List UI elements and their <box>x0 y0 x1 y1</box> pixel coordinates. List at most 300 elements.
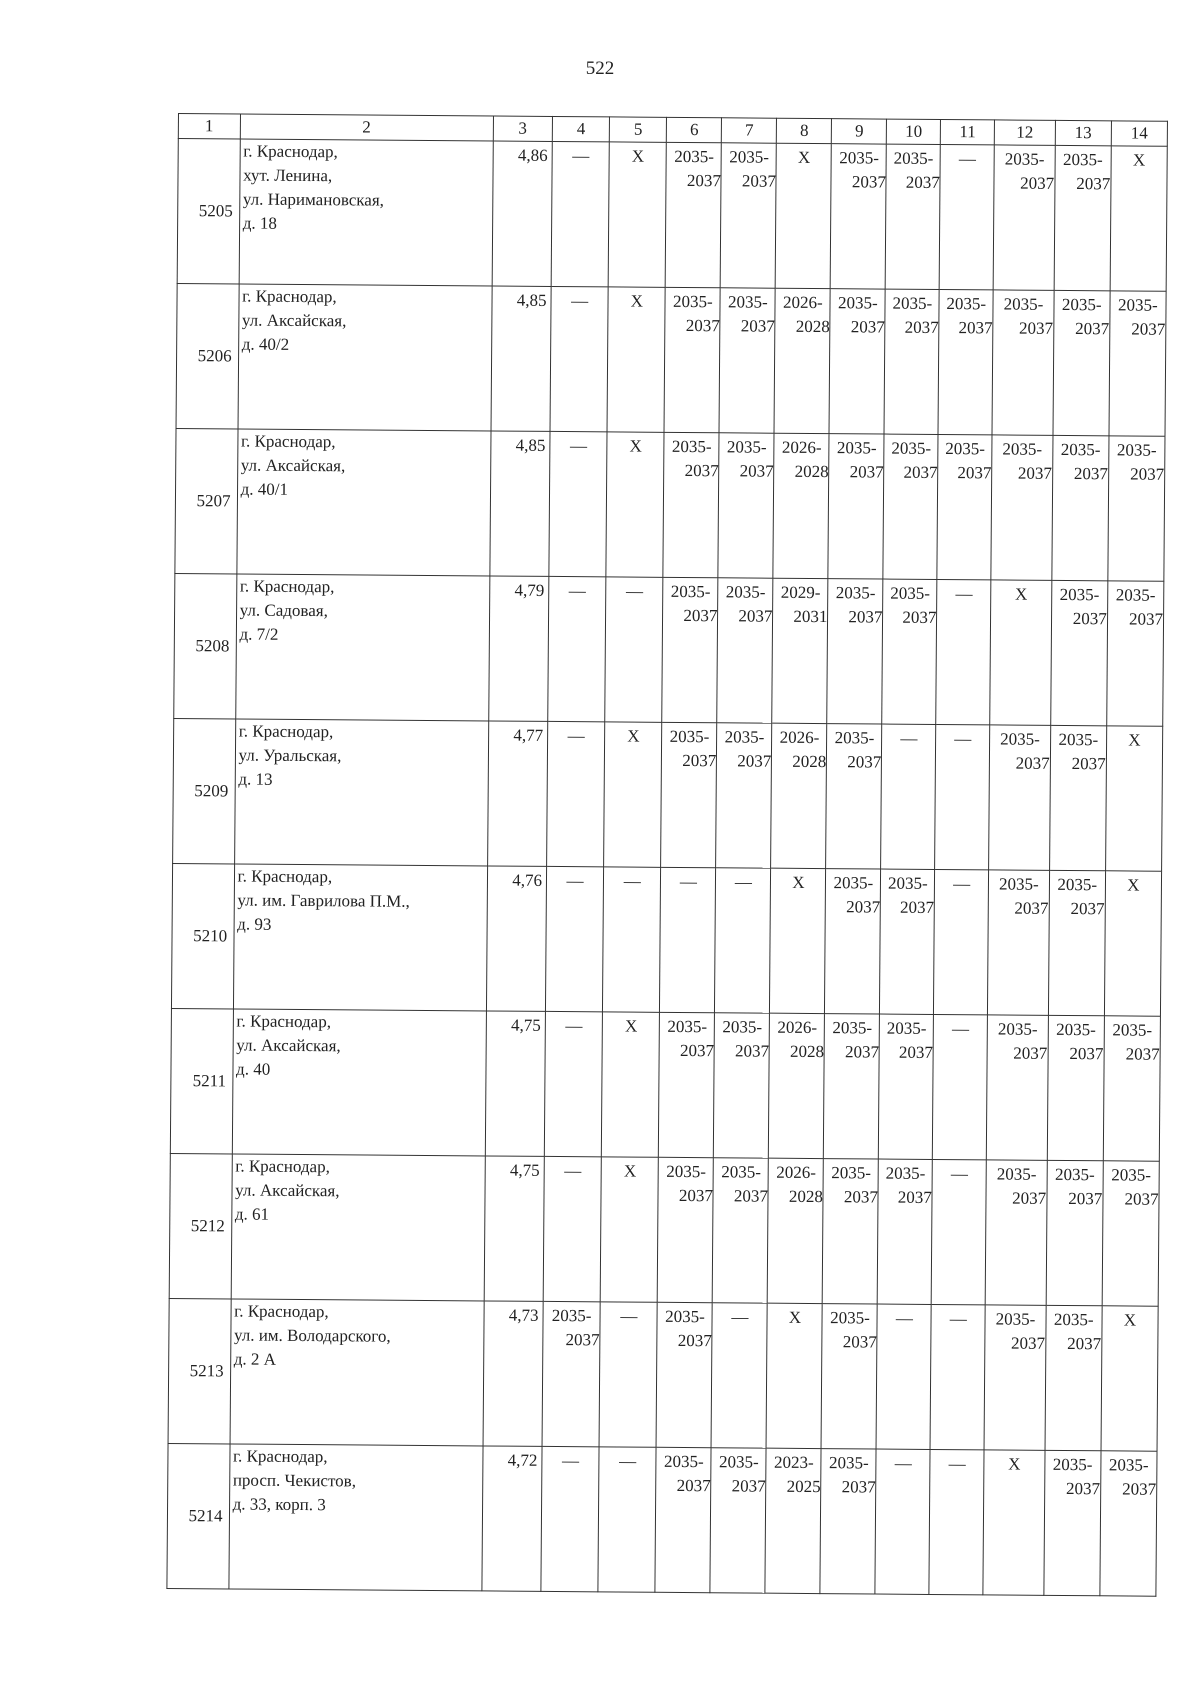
value-cell-col-9 <box>831 144 887 289</box>
value-cell-col-11 <box>938 289 993 434</box>
value-cell-col-9 <box>826 724 882 869</box>
value-cell-col-6 <box>658 1157 714 1302</box>
value-line: 2035- <box>1117 295 1158 315</box>
value-line: 2037 <box>734 1041 770 1061</box>
value-line: 2035- <box>1115 585 1156 605</box>
address-line: хут. Ленина, <box>243 165 333 186</box>
value-line: 2035- <box>551 1305 592 1326</box>
value-line: 2037 <box>741 171 776 191</box>
value-line: 2035- <box>893 148 934 168</box>
value-cell-col-5 <box>608 142 666 287</box>
row-number: 5213 <box>168 1298 231 1443</box>
value-line: 2035- <box>665 1306 705 1327</box>
value-line: — <box>949 1309 967 1329</box>
value-line: 2037 <box>1071 754 1106 774</box>
address-line: ул. им. Володарского, <box>233 1325 391 1346</box>
value-line: 4,77 <box>513 725 544 745</box>
value-line: 2035- <box>1062 149 1103 170</box>
address-line: ул. Аксайская, <box>235 1180 340 1201</box>
value-line: — <box>955 584 973 604</box>
value-cell-col-3 <box>482 1446 543 1591</box>
value-cell-col-10 <box>884 289 939 434</box>
value-line: Х <box>1127 875 1140 895</box>
value-cell-col-7 <box>717 578 773 723</box>
value-cell-col-4 <box>550 286 608 431</box>
value-line: 2037 <box>850 317 885 337</box>
value-cell-col-7 <box>713 1158 769 1303</box>
address-cell <box>230 1299 484 1446</box>
address-line: д. 7/2 <box>239 624 279 644</box>
value-line: 2037 <box>1018 318 1054 338</box>
value-cell-col-13 <box>1048 870 1105 1015</box>
value-cell-col-6 <box>655 1447 711 1592</box>
value-line: 2037 <box>1015 753 1050 773</box>
address-line: д. 40 <box>236 1059 271 1079</box>
value-cell-col-6 <box>662 577 718 722</box>
value-cell-col-13 <box>1045 1305 1102 1450</box>
value-cell-col-11 <box>933 1014 988 1159</box>
value-line: Х <box>629 436 642 456</box>
value-line: 2035- <box>1055 1164 1095 1185</box>
value-cell-col-4 <box>549 431 607 576</box>
value-line: 2037 <box>1010 1333 1046 1353</box>
row-number: 5209 <box>173 718 236 863</box>
value-line: 2037 <box>1070 899 1105 919</box>
value-line: — <box>894 1453 912 1473</box>
value-line: 2031 <box>793 606 828 627</box>
value-cell-col-7 <box>718 433 774 578</box>
value-line: 2035- <box>886 1018 927 1038</box>
value-line: 2028 <box>795 316 830 337</box>
value-line: 2037 <box>904 317 939 337</box>
value-line: 2035- <box>1060 439 1101 460</box>
value-line: — <box>569 436 588 456</box>
address-line: д. 61 <box>234 1204 270 1224</box>
value-cell-col-4 <box>547 721 605 866</box>
value-cell-col-3 <box>491 286 552 431</box>
address-line: г. Краснодар, <box>236 1011 332 1032</box>
value-line: 2037 <box>1072 609 1107 629</box>
column-header-11: 11 <box>941 119 995 144</box>
value-line: 4,72 <box>507 1450 538 1470</box>
value-cell-col-5 <box>606 432 664 577</box>
column-header-13: 13 <box>1055 120 1111 145</box>
value-line: 2035- <box>718 1452 759 1472</box>
value-cell-col-5 <box>602 1012 660 1157</box>
value-cell-col-5 <box>600 1157 658 1302</box>
value-line: 2028 <box>794 461 829 482</box>
value-cell-col-12 <box>989 725 1051 870</box>
value-line: 4,79 <box>514 580 545 600</box>
address-line: г. Краснодар, <box>243 141 338 162</box>
value-cell-col-4 <box>541 1446 599 1591</box>
value-line: Х <box>1132 150 1146 170</box>
address-line: ул. им. Гаврилова П.М., <box>237 890 410 911</box>
value-line: 4,73 <box>508 1305 539 1325</box>
value-cell-col-10 <box>880 869 935 1014</box>
value-cell-col-9 <box>824 1014 880 1159</box>
row-number: 5208 <box>174 573 237 718</box>
value-cell-col-3 <box>485 1011 546 1156</box>
value-line: 2037 <box>1068 1189 1103 1209</box>
table-row <box>174 573 1164 726</box>
value-line: 2037 <box>897 1187 932 1207</box>
address-line: ул. Наримановская, <box>242 189 385 210</box>
value-line: 2029- <box>780 582 821 603</box>
value-line: — <box>561 1451 580 1471</box>
value-cell-col-3 <box>488 576 549 721</box>
value-line: — <box>958 149 976 169</box>
value-cell-col-8 <box>772 578 828 723</box>
value-line: 2035- <box>1116 440 1157 460</box>
value-line: — <box>572 146 590 166</box>
value-cell-col-13 <box>1044 1450 1101 1595</box>
column-header-12: 12 <box>994 120 1055 145</box>
value-line: 2037 <box>684 460 719 481</box>
value-cell-col-9 <box>821 1304 877 1449</box>
address-cell <box>233 864 487 1011</box>
value-line: 2037 <box>905 172 940 192</box>
value-cell-col-11 <box>935 724 990 869</box>
value-line: — <box>734 872 752 892</box>
value-cell-col-13 <box>1054 145 1111 290</box>
value-cell-col-7 <box>719 288 775 433</box>
address-line: г. Краснодар, <box>234 1301 329 1322</box>
value-line: 4,76 <box>512 870 543 890</box>
column-header-14: 14 <box>1111 121 1167 146</box>
value-line: 2037 <box>1065 1479 1101 1499</box>
column-header-6: 6 <box>667 117 722 142</box>
address-line: г. Краснодар, <box>232 1446 328 1467</box>
value-cell-col-12 <box>984 1305 1046 1450</box>
value-cell-col-5 <box>604 722 662 867</box>
value-line: Х <box>1008 1454 1021 1474</box>
value-line: 2037 <box>848 607 883 627</box>
value-line: 2037 <box>1013 1043 1048 1063</box>
value-cell-col-8 <box>769 1013 825 1158</box>
table-row <box>173 718 1163 871</box>
value-cell-col-14 <box>1109 291 1166 436</box>
value-line: — <box>619 1451 637 1471</box>
value-line: — <box>625 581 644 601</box>
value-line: 2035- <box>838 293 878 313</box>
value-line: 2035- <box>1052 1454 1093 1475</box>
value-line: 2037 <box>903 462 938 482</box>
value-line: 2023- <box>773 1452 814 1473</box>
column-header-10: 10 <box>887 119 941 144</box>
value-line: 2035- <box>1057 874 1098 895</box>
value-line: 2035- <box>667 1016 708 1037</box>
value-line: 2035- <box>1003 294 1044 314</box>
value-line: Х <box>788 1307 802 1327</box>
value-line: 2025 <box>786 1476 821 1497</box>
value-cell-col-4 <box>545 866 603 1011</box>
value-cell-col-12 <box>991 435 1053 580</box>
value-line: Х <box>792 872 805 892</box>
value-cell-col-11 <box>934 869 989 1014</box>
value-line: 2035- <box>1000 729 1040 749</box>
value-line: 2037 <box>1075 319 1110 339</box>
value-line: 2035- <box>831 1163 872 1183</box>
value-cell-col-14 <box>1106 581 1163 726</box>
value-cell-col-9 <box>820 1449 876 1594</box>
row-number: 5210 <box>171 863 234 1008</box>
value-line: 2035- <box>729 147 769 167</box>
value-line: 2035- <box>890 583 931 603</box>
value-cell-col-10 <box>881 724 936 869</box>
value-line: 2035- <box>663 1451 704 1472</box>
value-line: 2035- <box>1112 1020 1153 1040</box>
value-line: 2037 <box>844 1042 880 1062</box>
value-line: 2037 <box>686 170 721 191</box>
address-line: ул. Аксайская, <box>240 455 346 476</box>
value-line: 2037 <box>737 751 772 771</box>
value-cell-col-5 <box>598 1447 656 1592</box>
value-line: 2035- <box>724 727 765 747</box>
value-cell-col-6 <box>663 432 719 577</box>
value-line: 2035- <box>1061 294 1102 315</box>
value-line: 2035- <box>885 1163 926 1183</box>
value-line: 2035- <box>1108 1455 1149 1475</box>
value-line: 2035- <box>835 583 876 603</box>
value-cell-col-4 <box>543 1156 601 1301</box>
value-line: 2035- <box>1004 149 1045 169</box>
value-line: 2035- <box>998 874 1039 894</box>
value-line: — <box>620 1306 638 1326</box>
value-line: 2035- <box>996 1164 1037 1184</box>
address-line: ул. Аксайская, <box>241 310 347 331</box>
value-line: 2035- <box>836 438 877 458</box>
value-cell-col-9 <box>825 869 881 1014</box>
value-line: 2037 <box>1124 1189 1159 1209</box>
value-line: 2037 <box>733 1186 768 1206</box>
value-line: 2037 <box>731 1476 766 1496</box>
value-cell-col-8 <box>770 868 826 1013</box>
value-line: 2026- <box>777 1017 818 1038</box>
column-header-8: 8 <box>777 118 832 143</box>
value-line: 2026- <box>783 292 823 313</box>
value-line: 4,86 <box>517 145 548 165</box>
value-cell-col-13 <box>1053 290 1110 435</box>
address-line: г. Краснодар, <box>235 1156 330 1177</box>
value-line: 2035- <box>946 294 987 314</box>
table-body <box>167 139 1167 1597</box>
value-line: 2035- <box>834 728 875 748</box>
value-cell-col-9 <box>829 289 885 434</box>
value-line: 2037 <box>1017 463 1052 483</box>
value-cell-col-12 <box>986 1015 1048 1160</box>
value-cell-col-7 <box>716 723 772 868</box>
value-line: 2037 <box>1125 1044 1160 1064</box>
value-line: — <box>951 1019 970 1039</box>
row-number: 5206 <box>176 283 239 428</box>
value-line: 2026- <box>779 727 820 748</box>
value-line: 2037 <box>843 1187 878 1207</box>
value-line: 2037 <box>738 606 773 626</box>
column-header-1: 1 <box>178 114 240 139</box>
value-line: 2037 <box>1073 464 1109 484</box>
value-line: Х <box>624 1016 638 1036</box>
value-cell-col-4 <box>544 1011 602 1156</box>
value-cell-col-10 <box>876 1304 931 1449</box>
value-line: — <box>571 291 589 311</box>
column-header-4: 4 <box>552 116 609 141</box>
row-number: 5214 <box>167 1443 230 1588</box>
value-line: 2037 <box>739 461 774 481</box>
value-cell-col-10 <box>878 1159 933 1304</box>
value-cell-col-8 <box>773 433 829 578</box>
row-number: 5205 <box>177 139 240 284</box>
value-line: 2037 <box>849 462 884 482</box>
value-line: 2037 <box>957 463 992 483</box>
value-cell-col-11 <box>931 1159 986 1304</box>
value-cell-col-7 <box>721 143 777 288</box>
value-line: 2035- <box>832 1018 873 1038</box>
value-line: 2037 <box>851 172 886 192</box>
value-cell-col-14 <box>1108 436 1165 581</box>
value-line: 2037 <box>685 315 720 336</box>
address-cell <box>235 574 489 721</box>
value-line: Х <box>630 291 644 311</box>
value-cell-col-14 <box>1104 871 1161 1016</box>
value-line: 2035- <box>674 146 714 167</box>
value-cell-col-10 <box>882 579 937 724</box>
table-row <box>176 283 1166 436</box>
address-line: г. Краснодар, <box>242 286 337 307</box>
table-row <box>169 1153 1159 1306</box>
address-line: д. 2 А <box>233 1349 277 1369</box>
column-header-7: 7 <box>722 118 777 143</box>
row-number: 5212 <box>169 1153 232 1298</box>
address-line: г. Краснодар, <box>240 431 336 452</box>
value-line: 2037 <box>847 752 882 772</box>
value-line: — <box>679 871 697 892</box>
column-header-2: 2 <box>240 114 493 141</box>
value-line: 2037 <box>679 1040 715 1061</box>
value-cell-col-11 <box>930 1304 985 1449</box>
row-number: 5211 <box>170 1008 233 1153</box>
table-row <box>177 139 1167 292</box>
value-line: 2037 <box>683 605 718 626</box>
value-line: 2035- <box>997 1019 1038 1039</box>
value-line: 2035- <box>671 436 712 457</box>
value-line: 2037 <box>1131 319 1166 339</box>
value-line: 4,85 <box>515 435 546 455</box>
column-header-5: 5 <box>609 117 666 142</box>
table-row <box>167 1443 1157 1596</box>
address-cell <box>236 429 490 576</box>
value-cell-col-14 <box>1101 1306 1158 1451</box>
value-cell-col-8 <box>774 288 830 433</box>
address-line: д. 93 <box>237 914 272 934</box>
value-line: — <box>731 1307 749 1327</box>
value-cell-col-11 <box>929 1449 984 1594</box>
value-cell-col-6 <box>661 722 717 867</box>
value-line: 2035- <box>1053 1309 1094 1330</box>
value-cell-col-14 <box>1100 1451 1157 1596</box>
value-line: — <box>895 1308 913 1328</box>
value-line: 2035- <box>1056 1019 1096 1040</box>
value-line: 2035- <box>945 439 986 459</box>
value-line: 2037 <box>902 607 937 627</box>
value-line: 2037 <box>1069 1044 1104 1064</box>
value-line: 2037 <box>1128 609 1164 629</box>
row-number: 5207 <box>175 428 238 573</box>
value-line: 2035- <box>725 582 766 602</box>
value-cell-col-6 <box>656 1302 712 1447</box>
value-cell-col-12 <box>988 870 1050 1015</box>
value-line: 2028 <box>788 1186 823 1207</box>
value-line: 2035- <box>726 437 767 457</box>
value-line: 2035- <box>1002 439 1043 459</box>
value-line: 2037 <box>678 1185 713 1206</box>
value-cell-col-10 <box>875 1449 930 1594</box>
value-cell-col-13 <box>1052 435 1109 580</box>
value-cell-col-7 <box>710 1448 766 1593</box>
value-line: Х <box>1128 730 1141 750</box>
value-cell-col-13 <box>1047 1015 1104 1160</box>
value-cell-col-12 <box>990 580 1052 725</box>
value-line: 2037 <box>1076 174 1111 194</box>
value-cell-col-9 <box>827 579 883 724</box>
value-cell-col-12 <box>983 1450 1045 1595</box>
value-line: — <box>950 1164 969 1184</box>
value-cell-col-6 <box>660 867 716 1012</box>
value-cell-col-10 <box>879 1014 934 1159</box>
value-cell-col-14 <box>1105 726 1162 871</box>
address-cell <box>238 284 492 431</box>
address-cell <box>234 719 488 866</box>
value-line: 4,75 <box>509 1160 540 1180</box>
value-line: 2035- <box>887 873 928 893</box>
value-cell-col-7 <box>715 868 771 1013</box>
value-line: 2037 <box>900 897 935 917</box>
value-line: 4,85 <box>516 290 547 310</box>
value-cell-col-8 <box>771 723 827 868</box>
value-cell-col-12 <box>985 1160 1047 1305</box>
registry-table <box>166 113 1168 1597</box>
value-line: — <box>623 871 641 891</box>
value-line: 2035- <box>721 1162 762 1182</box>
column-header-3: 3 <box>493 116 553 141</box>
value-cell-col-9 <box>828 434 884 579</box>
value-cell-col-11 <box>937 434 992 579</box>
address-line: д. 13 <box>238 769 273 789</box>
address-line: д. 33, корп. 3 <box>232 1494 326 1515</box>
value-line: 2035- <box>891 438 932 458</box>
value-line: — <box>567 726 585 746</box>
value-cell-col-14 <box>1110 146 1167 291</box>
value-cell-col-12 <box>993 145 1055 290</box>
value-cell-col-8 <box>768 1158 824 1303</box>
address-line: просп. Чекистов, <box>232 1470 357 1491</box>
value-line: 2035- <box>995 1309 1036 1329</box>
value-line: — <box>564 1161 582 1181</box>
value-cell-col-3 <box>487 721 548 866</box>
value-line: — <box>948 1454 966 1474</box>
value-cell-col-8 <box>776 143 832 288</box>
value-line: — <box>953 874 971 894</box>
value-cell-col-3 <box>492 141 553 286</box>
value-cell-col-5 <box>599 1302 657 1447</box>
column-header-9: 9 <box>832 119 887 144</box>
value-line: 2037 <box>1012 1188 1047 1208</box>
value-cell-col-5 <box>605 577 663 722</box>
value-line: 2035- <box>892 293 933 313</box>
value-cell-col-9 <box>823 1159 879 1304</box>
value-line: 2035- <box>833 873 874 893</box>
value-line: — <box>565 1016 583 1036</box>
